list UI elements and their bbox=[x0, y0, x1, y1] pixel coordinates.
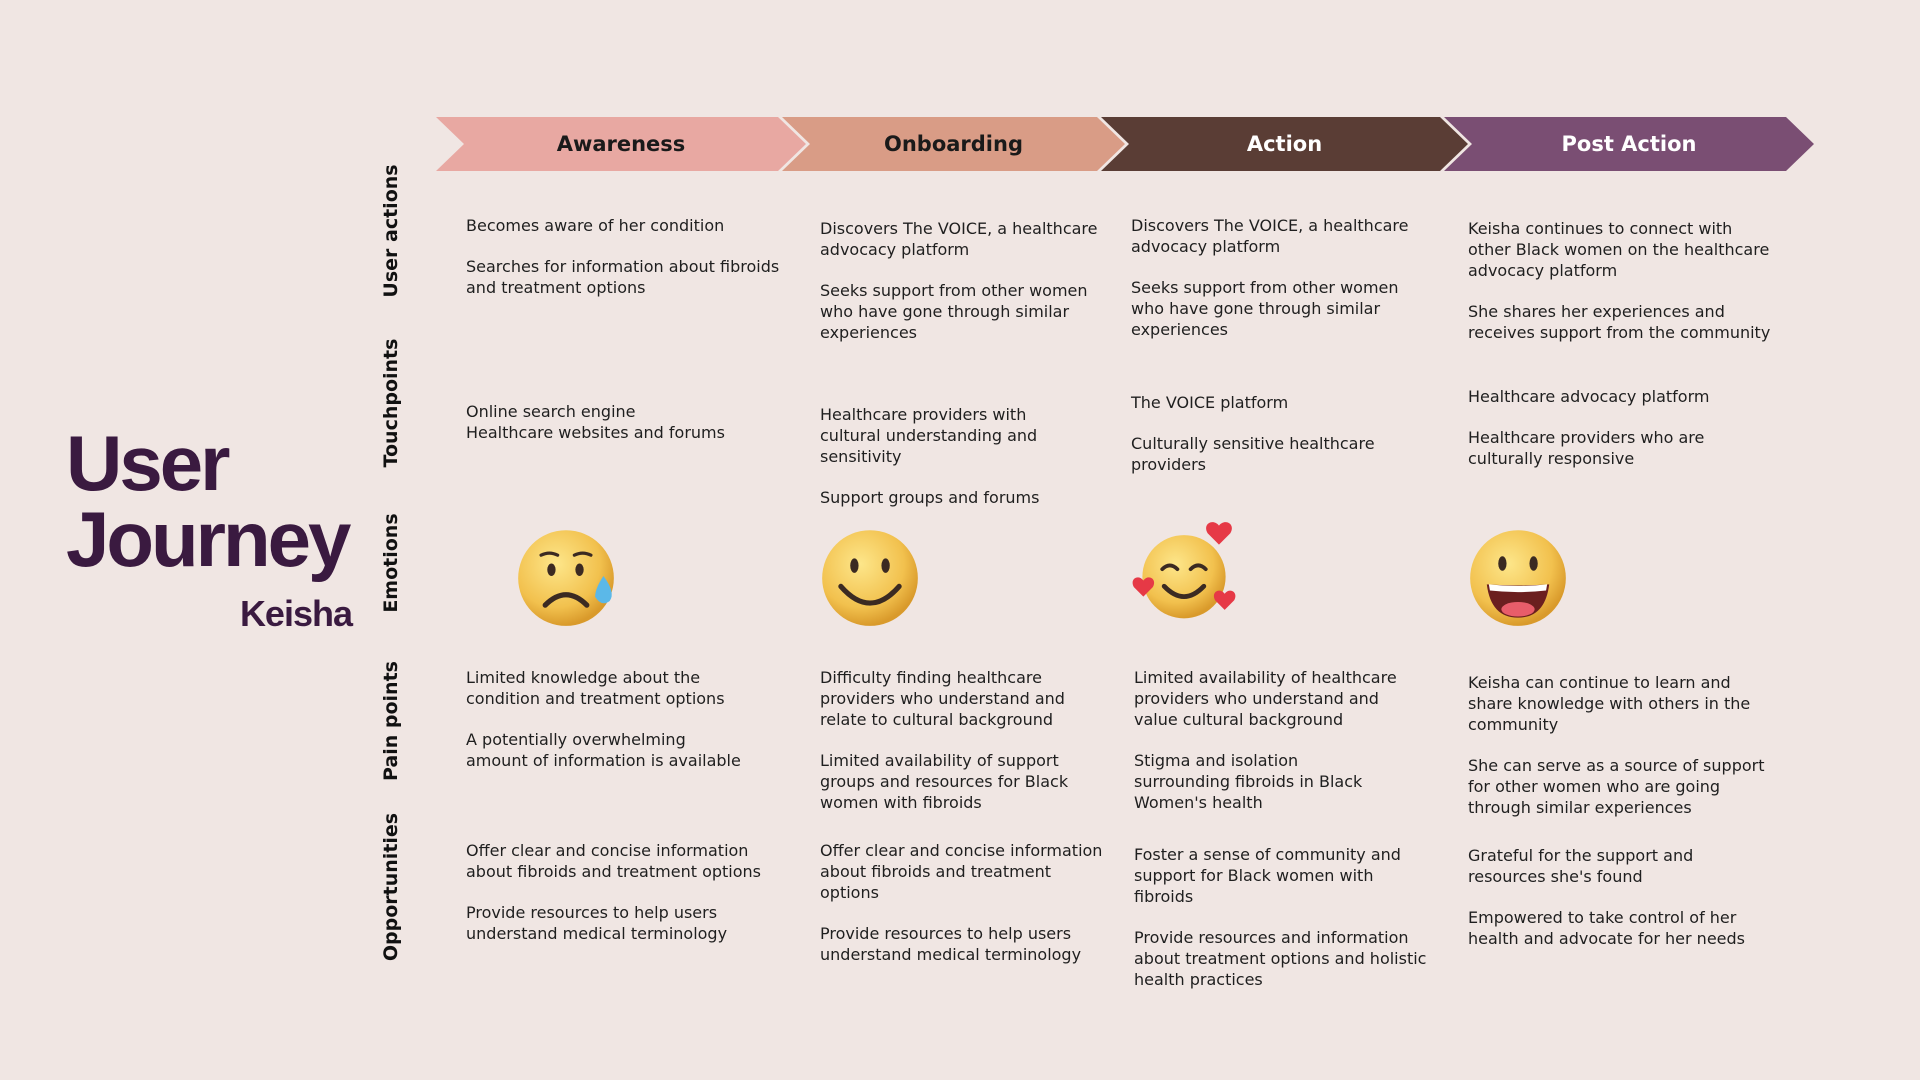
cell-text: Limited knowledge about the condition and treatment options bbox=[466, 668, 725, 708]
cell-text: Healthcare advocacy platform bbox=[1468, 387, 1710, 406]
smiling-face-with-hearts-icon bbox=[1132, 520, 1236, 624]
pain-points-action bbox=[1134, 667, 1399, 813]
cell-text: Provide resources to help users understand medical terminology bbox=[820, 924, 1082, 964]
cell-text: Healthcare websites and forums bbox=[466, 423, 725, 442]
stage-label-awareness: Awareness bbox=[556, 132, 686, 156]
cell-text: She shares her experiences and receives support from the community bbox=[1468, 302, 1771, 342]
cell-text: Searches for information about fibroids and treatment options bbox=[466, 257, 780, 297]
cell-text: Stigma and isolation surrounding fibroids in Black Women's health bbox=[1134, 751, 1363, 812]
pain-points-onboarding bbox=[820, 667, 1090, 813]
smiling-face-icon bbox=[818, 524, 922, 628]
cell-text: Seeks support from other women who have gone through similar experiences bbox=[1131, 278, 1399, 339]
cell-text: Discovers The VOICE, a healthcare advocacy platform bbox=[820, 219, 1098, 259]
cell-text: Foster a sense of community and support for Black women with fibroids bbox=[1134, 845, 1401, 906]
cell-text: Offer clear and concise information about fibroids and treatment options bbox=[820, 841, 1103, 902]
crying-face-icon bbox=[514, 524, 618, 628]
grinning-face-icon bbox=[1466, 524, 1570, 628]
cell-text: Keisha continues to connect with other Black women on the healthcare advocacy platform bbox=[1468, 219, 1770, 280]
cell-text: Limited availability of healthcare providers who understand and value cultural background bbox=[1134, 668, 1397, 729]
cell-text: Grateful for the support and resources she's found bbox=[1468, 846, 1694, 886]
title-line-1: User bbox=[66, 419, 228, 507]
stage-bar bbox=[436, 117, 1814, 172]
pain-points-post-action bbox=[1468, 672, 1773, 818]
title-line-2: Journey bbox=[66, 495, 349, 583]
touchpoints-awareness bbox=[466, 401, 786, 443]
opportunities-action bbox=[1134, 844, 1429, 990]
cell-text: Keisha can continue to learn and share knowledge with others in the community bbox=[1468, 673, 1751, 734]
opportunities-post-action bbox=[1468, 845, 1773, 949]
row-label-opportunities: Opportunities bbox=[380, 812, 402, 962]
cell-text: Becomes aware of her condition bbox=[466, 216, 725, 235]
cell-text: Empowered to take control of her health and advocate for her needs bbox=[1468, 908, 1745, 948]
cell-text: Discovers The VOICE, a healthcare advocacy platform bbox=[1131, 216, 1409, 256]
opportunities-onboarding bbox=[820, 840, 1105, 965]
row-label-pain-points: Pain points bbox=[380, 661, 402, 781]
stage-label-onboarding: Onboarding bbox=[883, 132, 1023, 156]
row-label-user-actions: User actions bbox=[380, 164, 402, 298]
touchpoints-post-action bbox=[1468, 386, 1773, 469]
cell-text: A potentially overwhelming amount of information is available bbox=[466, 730, 741, 770]
user-actions-awareness bbox=[466, 215, 786, 298]
cell-text: Healthcare providers who are culturally responsive bbox=[1468, 428, 1705, 468]
cell-text: Healthcare providers with cultural understanding and sensitivity bbox=[820, 405, 1038, 466]
user-actions-post-action bbox=[1468, 218, 1773, 343]
cell-text: Offer clear and concise information about fibroids and treatment options bbox=[466, 841, 761, 881]
cell-text: Provide resources and information about treatment options and holistic health practices bbox=[1134, 928, 1427, 989]
pain-points-awareness bbox=[466, 667, 751, 771]
touchpoints-onboarding bbox=[820, 404, 1065, 508]
user-actions-onboarding bbox=[820, 218, 1105, 343]
cell-text: Seeks support from other women who have gone through similar experiences bbox=[820, 281, 1088, 342]
title-block bbox=[66, 419, 366, 634]
cell-text: Provide resources to help users understand medical terminology bbox=[466, 903, 728, 943]
cell-text: Difficulty finding healthcare providers who understand and relate to cultural background bbox=[820, 668, 1065, 729]
cell-text: Limited availability of support groups and resources for Black women with fibroids bbox=[820, 751, 1069, 812]
touchpoints-action bbox=[1131, 392, 1416, 475]
user-actions-action bbox=[1131, 215, 1416, 340]
persona-name: Keisha bbox=[239, 593, 352, 634]
cell-text: Culturally sensitive healthcare providers bbox=[1131, 434, 1375, 474]
cell-text: She can serve as a source of support for other women who are going through similar experiences bbox=[1468, 756, 1765, 817]
stage-label-action: Action bbox=[1246, 132, 1323, 156]
row-label-emotions: Emotions bbox=[380, 513, 402, 613]
cell-text: Support groups and forums bbox=[820, 488, 1040, 507]
cell-text: Online search engine bbox=[466, 402, 636, 421]
cell-text: The VOICE platform bbox=[1131, 393, 1289, 412]
opportunities-awareness bbox=[466, 840, 776, 944]
row-label-touchpoints: Touchpoints bbox=[380, 338, 402, 468]
stage-label-post-action: Post Action bbox=[1561, 132, 1697, 156]
page-title bbox=[66, 419, 366, 583]
